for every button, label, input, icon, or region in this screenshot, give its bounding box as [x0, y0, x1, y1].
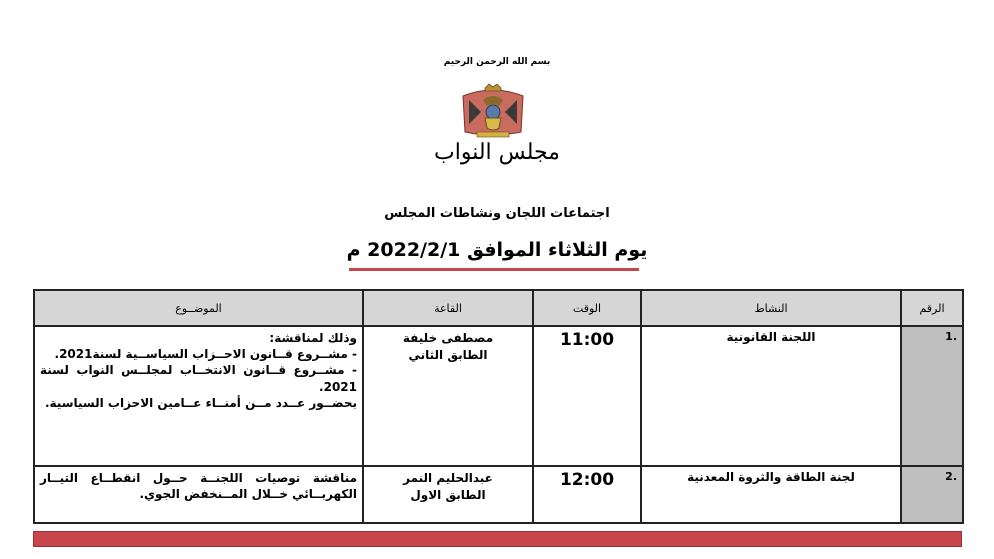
bottom-red-bar — [33, 531, 962, 547]
date-underline — [349, 268, 639, 271]
row-time: 12:00 — [533, 466, 641, 523]
row-time: 11:00 — [533, 326, 641, 466]
row-activity: اللجنة القانونية — [641, 326, 901, 466]
topic-line: - مشــروع قــانون الانتخــاب لمجلــس النواب لسنة 2021. — [40, 363, 357, 394]
column-header-number: الرقم — [901, 290, 963, 326]
topic-line: مناقشة توصيات اللجنــة حــول انقطــاع التيــار الكهربــائي خــلال المــنخفض الجوي. — [40, 471, 357, 502]
hall-name: عبدالحليم النمر — [403, 471, 493, 485]
table-row — [34, 466, 963, 523]
date-line: يوم الثلاثاء الموافق 2022/2/1 م — [346, 239, 648, 261]
hall-floor: الطابق الاول — [410, 487, 486, 502]
column-header-time: الوقت — [533, 290, 641, 326]
row-topic — [34, 466, 363, 523]
row-activity: لجنة الطاقة والثروة المعدنية — [641, 466, 901, 523]
page-title: اجتماعات اللجان ونشاطات المجلس — [384, 206, 610, 221]
row-number: .1 — [901, 326, 963, 466]
column-header-topic: الموضــوع — [34, 290, 363, 326]
coat-of-arms-emblem — [455, 82, 531, 140]
schedule-table — [33, 289, 964, 524]
hall-name: مصطفى خليفة — [402, 331, 494, 345]
row-number: .2 — [901, 466, 963, 523]
basmala: بسم الله الرحمن الرحيم — [443, 57, 551, 67]
parliament-logo-text: مجلس النواب — [434, 140, 560, 165]
topic-line: بحضــور عــدد مــن أمنــاء عــامين الاحزاب السياسية. — [44, 395, 357, 410]
hall-floor: الطابق الثاني — [408, 347, 488, 362]
row-hall — [363, 466, 533, 523]
column-header-activity: النشاط — [641, 290, 901, 326]
table-row — [34, 326, 963, 466]
row-topic — [34, 326, 363, 466]
topic-line: - مشــروع قــانون الاحــزاب السياســية لسنة2021. — [54, 347, 357, 362]
column-header-hall: القاعة — [363, 290, 533, 326]
row-hall — [363, 326, 533, 466]
topic-line: وذلك لمناقشة: — [269, 331, 357, 345]
table-header-row — [34, 290, 963, 326]
